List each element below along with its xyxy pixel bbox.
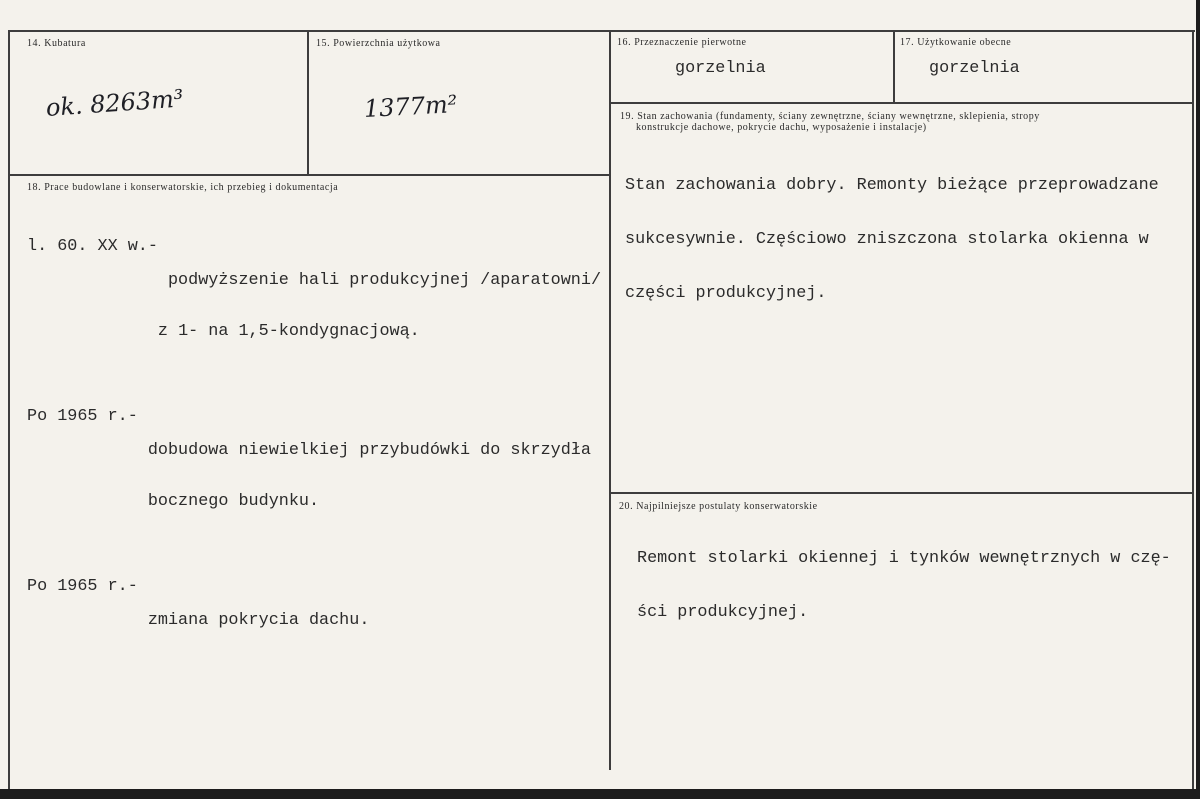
kubatura-label: 14. Kubatura xyxy=(27,38,86,49)
prace-entry-date: Po 1965 r.- xyxy=(27,577,138,596)
stan-label-line-1: 19. Stan zachowania (fundamenty, ściany zewnętrzne, ściany wewnętrzne, sklepienia, stropy xyxy=(620,111,1040,122)
prace-entry-date: l. 60. XX w.- xyxy=(27,237,158,256)
prace-entry xyxy=(27,578,601,663)
rule-right-102 xyxy=(609,102,1194,104)
prace-entry-text xyxy=(158,238,601,374)
prace-entry-line: bocznego budynku. xyxy=(147,492,320,511)
stan-line: Stan zachowania dobry. Remonty bieżące przeprowadzane xyxy=(625,176,1159,195)
prace-text xyxy=(27,204,601,697)
divider-16-17 xyxy=(893,30,895,102)
prace-entry-line: zmiana pokrycia dachu. xyxy=(147,611,370,630)
stan-label-line-2: konstrukcje dachowe, pokrycie dachu, wyposażenie i instalacje) xyxy=(636,122,927,133)
top-rule xyxy=(8,30,1195,32)
divider-14-15 xyxy=(307,30,309,174)
powierzchnia-handwritten-value: 1377m² xyxy=(363,90,459,123)
przeznaczenie-value: gorzelnia xyxy=(675,59,766,78)
przeznaczenie-label: 16. Przeznaczenie pierwotne xyxy=(617,37,747,48)
prace-entry-line: podwyższenie hali produkcyjnej /aparatowni/ xyxy=(167,271,602,290)
postulaty-text xyxy=(637,514,1171,658)
center-divider xyxy=(609,30,611,770)
stan-text xyxy=(625,141,1159,339)
prace-entry-text xyxy=(138,578,370,663)
stan-line: części produkcyjnej. xyxy=(625,284,827,303)
rule-right-492 xyxy=(609,492,1194,494)
postulaty-line: ści produkcyjnej. xyxy=(637,603,809,622)
prace-entry-line: z 1- na 1,5-kondygnacjową. xyxy=(157,322,420,341)
prace-entry-line: dobudowa niewielkiej przybudówki do skrzydła xyxy=(147,441,591,460)
uzytkowanie-value: gorzelnia xyxy=(929,59,1020,78)
prace-entry xyxy=(27,238,601,374)
postulaty-line: Remont stolarki okiennej i tynków wewnętrznych w czę- xyxy=(637,549,1171,568)
kubatura-handwritten-value: ok. 8263m³ xyxy=(45,84,185,122)
postulaty-label: 20. Najpilniejsze postulaty konserwatorskie xyxy=(619,501,818,512)
rule-left-174 xyxy=(8,174,610,176)
prace-entry-date: Po 1965 r.- xyxy=(27,407,138,426)
prace-label: 18. Prace budowlane i konserwatorskie, ich przebieg i dokumentacja xyxy=(27,182,339,193)
prace-entry-text xyxy=(138,408,591,544)
uzytkowanie-label: 17. Użytkowanie obecne xyxy=(900,37,1012,48)
left-border xyxy=(8,30,10,789)
powierzchnia-label: 15. Powierzchnia użytkowa xyxy=(316,38,441,49)
prace-entry xyxy=(27,408,601,544)
stan-line: sukcesywnie. Częściowo zniszczona stolarka okienna w xyxy=(625,230,1149,249)
right-border xyxy=(1192,30,1194,789)
